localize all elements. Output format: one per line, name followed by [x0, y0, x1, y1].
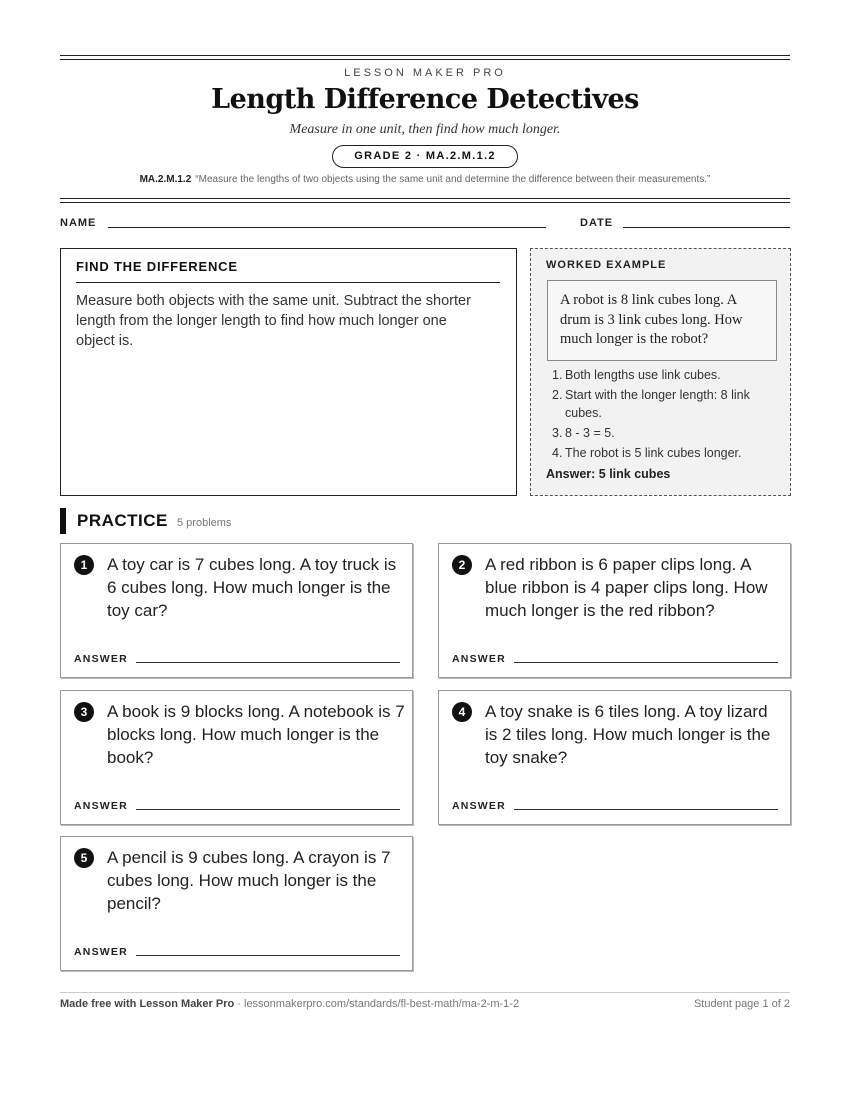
- footer-url[interactable]: · lessonmakerpro.com/standards/fl-best-math/ma-2-m-1-2: [234, 998, 520, 1010]
- worked-step: [552, 386, 777, 422]
- worked-example-panel: [530, 248, 791, 496]
- step-text: Both lengths use link cubes.: [565, 368, 721, 382]
- practice-accent-bar: [60, 508, 66, 534]
- worked-step: [552, 366, 777, 384]
- step-number: 3.: [552, 426, 563, 440]
- worked-example-answer: Answer: 5 link cubes: [546, 467, 671, 481]
- page-subtitle: Measure in one unit, then find how much longer.: [289, 122, 561, 137]
- answer-field[interactable]: [136, 955, 400, 956]
- answer-field[interactable]: [514, 662, 778, 663]
- problem-number-badge: 2: [452, 555, 472, 575]
- find-difference-panel: [60, 248, 517, 496]
- problem-number-badge: 5: [74, 848, 94, 868]
- footer-rule: [60, 992, 790, 993]
- worked-example-steps: [552, 366, 777, 464]
- problem-card-1: [60, 543, 413, 678]
- standard-description: [0, 174, 850, 185]
- problem-text: A book is 9 blocks long. A notebook is 7 blocks long. How much longer is the book?: [107, 702, 405, 767]
- answer-field[interactable]: [136, 662, 400, 663]
- answer-label: ANSWER: [452, 800, 506, 812]
- footer-credit: [60, 998, 519, 1010]
- standard-code: MA.2.M.1.2: [139, 174, 192, 185]
- worked-example-title: WORKED EXAMPLE: [546, 259, 667, 271]
- date-label: DATE: [580, 217, 614, 229]
- answer-label: ANSWER: [74, 800, 128, 812]
- name-field[interactable]: [108, 227, 546, 228]
- practice-title: PRACTICE: [77, 511, 168, 530]
- date-field[interactable]: [623, 227, 790, 228]
- problem-card-5: [60, 836, 413, 971]
- problem-text: A toy snake is 6 tiles long. A toy lizard is 2 tiles long. How much longer is the toy snake?: [485, 702, 771, 767]
- problem-text: A red ribbon is 6 paper clips long. A blue ribbon is 4 paper clips long. How much longer is the red ribbon?: [485, 555, 768, 620]
- problem-card-3: [60, 690, 413, 825]
- problem-number-badge: 1: [74, 555, 94, 575]
- standard-text: “Measure the lengths of two objects using the same unit and determine the difference between their measurements.”: [195, 174, 711, 185]
- header-bottom-rule: [60, 198, 790, 203]
- worked-example-problem: A robot is 8 link cubes long. A drum is 3 link cubes long. How much longer is the robot?: [547, 280, 777, 361]
- answer-field[interactable]: [514, 809, 778, 810]
- footer-page-number: Student page 1 of 2: [693, 998, 790, 1010]
- page-title: Length Difference Detectives: [211, 84, 639, 115]
- step-number: 2.: [552, 388, 563, 402]
- problem-number-badge: 4: [452, 702, 472, 722]
- answer-label: ANSWER: [74, 653, 128, 665]
- problem-card-4: [438, 690, 791, 825]
- name-label: NAME: [60, 217, 97, 229]
- worked-step: [552, 424, 777, 442]
- footer-made-with: Made free with Lesson Maker Pro: [60, 998, 235, 1010]
- header-top-rule: [60, 55, 790, 60]
- find-difference-text: Measure both objects with the same unit. Subtract the shorter length from the longer length to find how much longer one object is.: [76, 293, 471, 349]
- answer-field[interactable]: [136, 809, 400, 810]
- step-text: Start with the longer length: 8 link cubes.: [565, 388, 750, 420]
- problem-number-badge: 3: [74, 702, 94, 722]
- worked-step: [552, 444, 777, 462]
- step-text: The robot is 5 link cubes longer.: [565, 446, 742, 460]
- step-number: 4.: [552, 446, 563, 460]
- problem-card-2: [438, 543, 791, 678]
- answer-label: ANSWER: [74, 946, 128, 958]
- step-number: 1.: [552, 368, 563, 382]
- find-difference-title: FIND THE DIFFERENCE: [76, 259, 500, 283]
- grade-badge: GRADE 2 · MA.2.M.1.2: [332, 145, 518, 168]
- problem-text: A pencil is 9 cubes long. A crayon is 7 cubes long. How much longer is the pencil?: [107, 848, 391, 913]
- practice-count: 5 problems: [177, 517, 232, 529]
- brand-name: LESSON MAKER PRO: [344, 67, 506, 79]
- step-text: 8 - 3 = 5.: [565, 426, 615, 440]
- problem-text: A toy car is 7 cubes long. A toy truck is 6 cubes long. How much longer is the toy car?: [107, 555, 397, 620]
- answer-label: ANSWER: [452, 653, 506, 665]
